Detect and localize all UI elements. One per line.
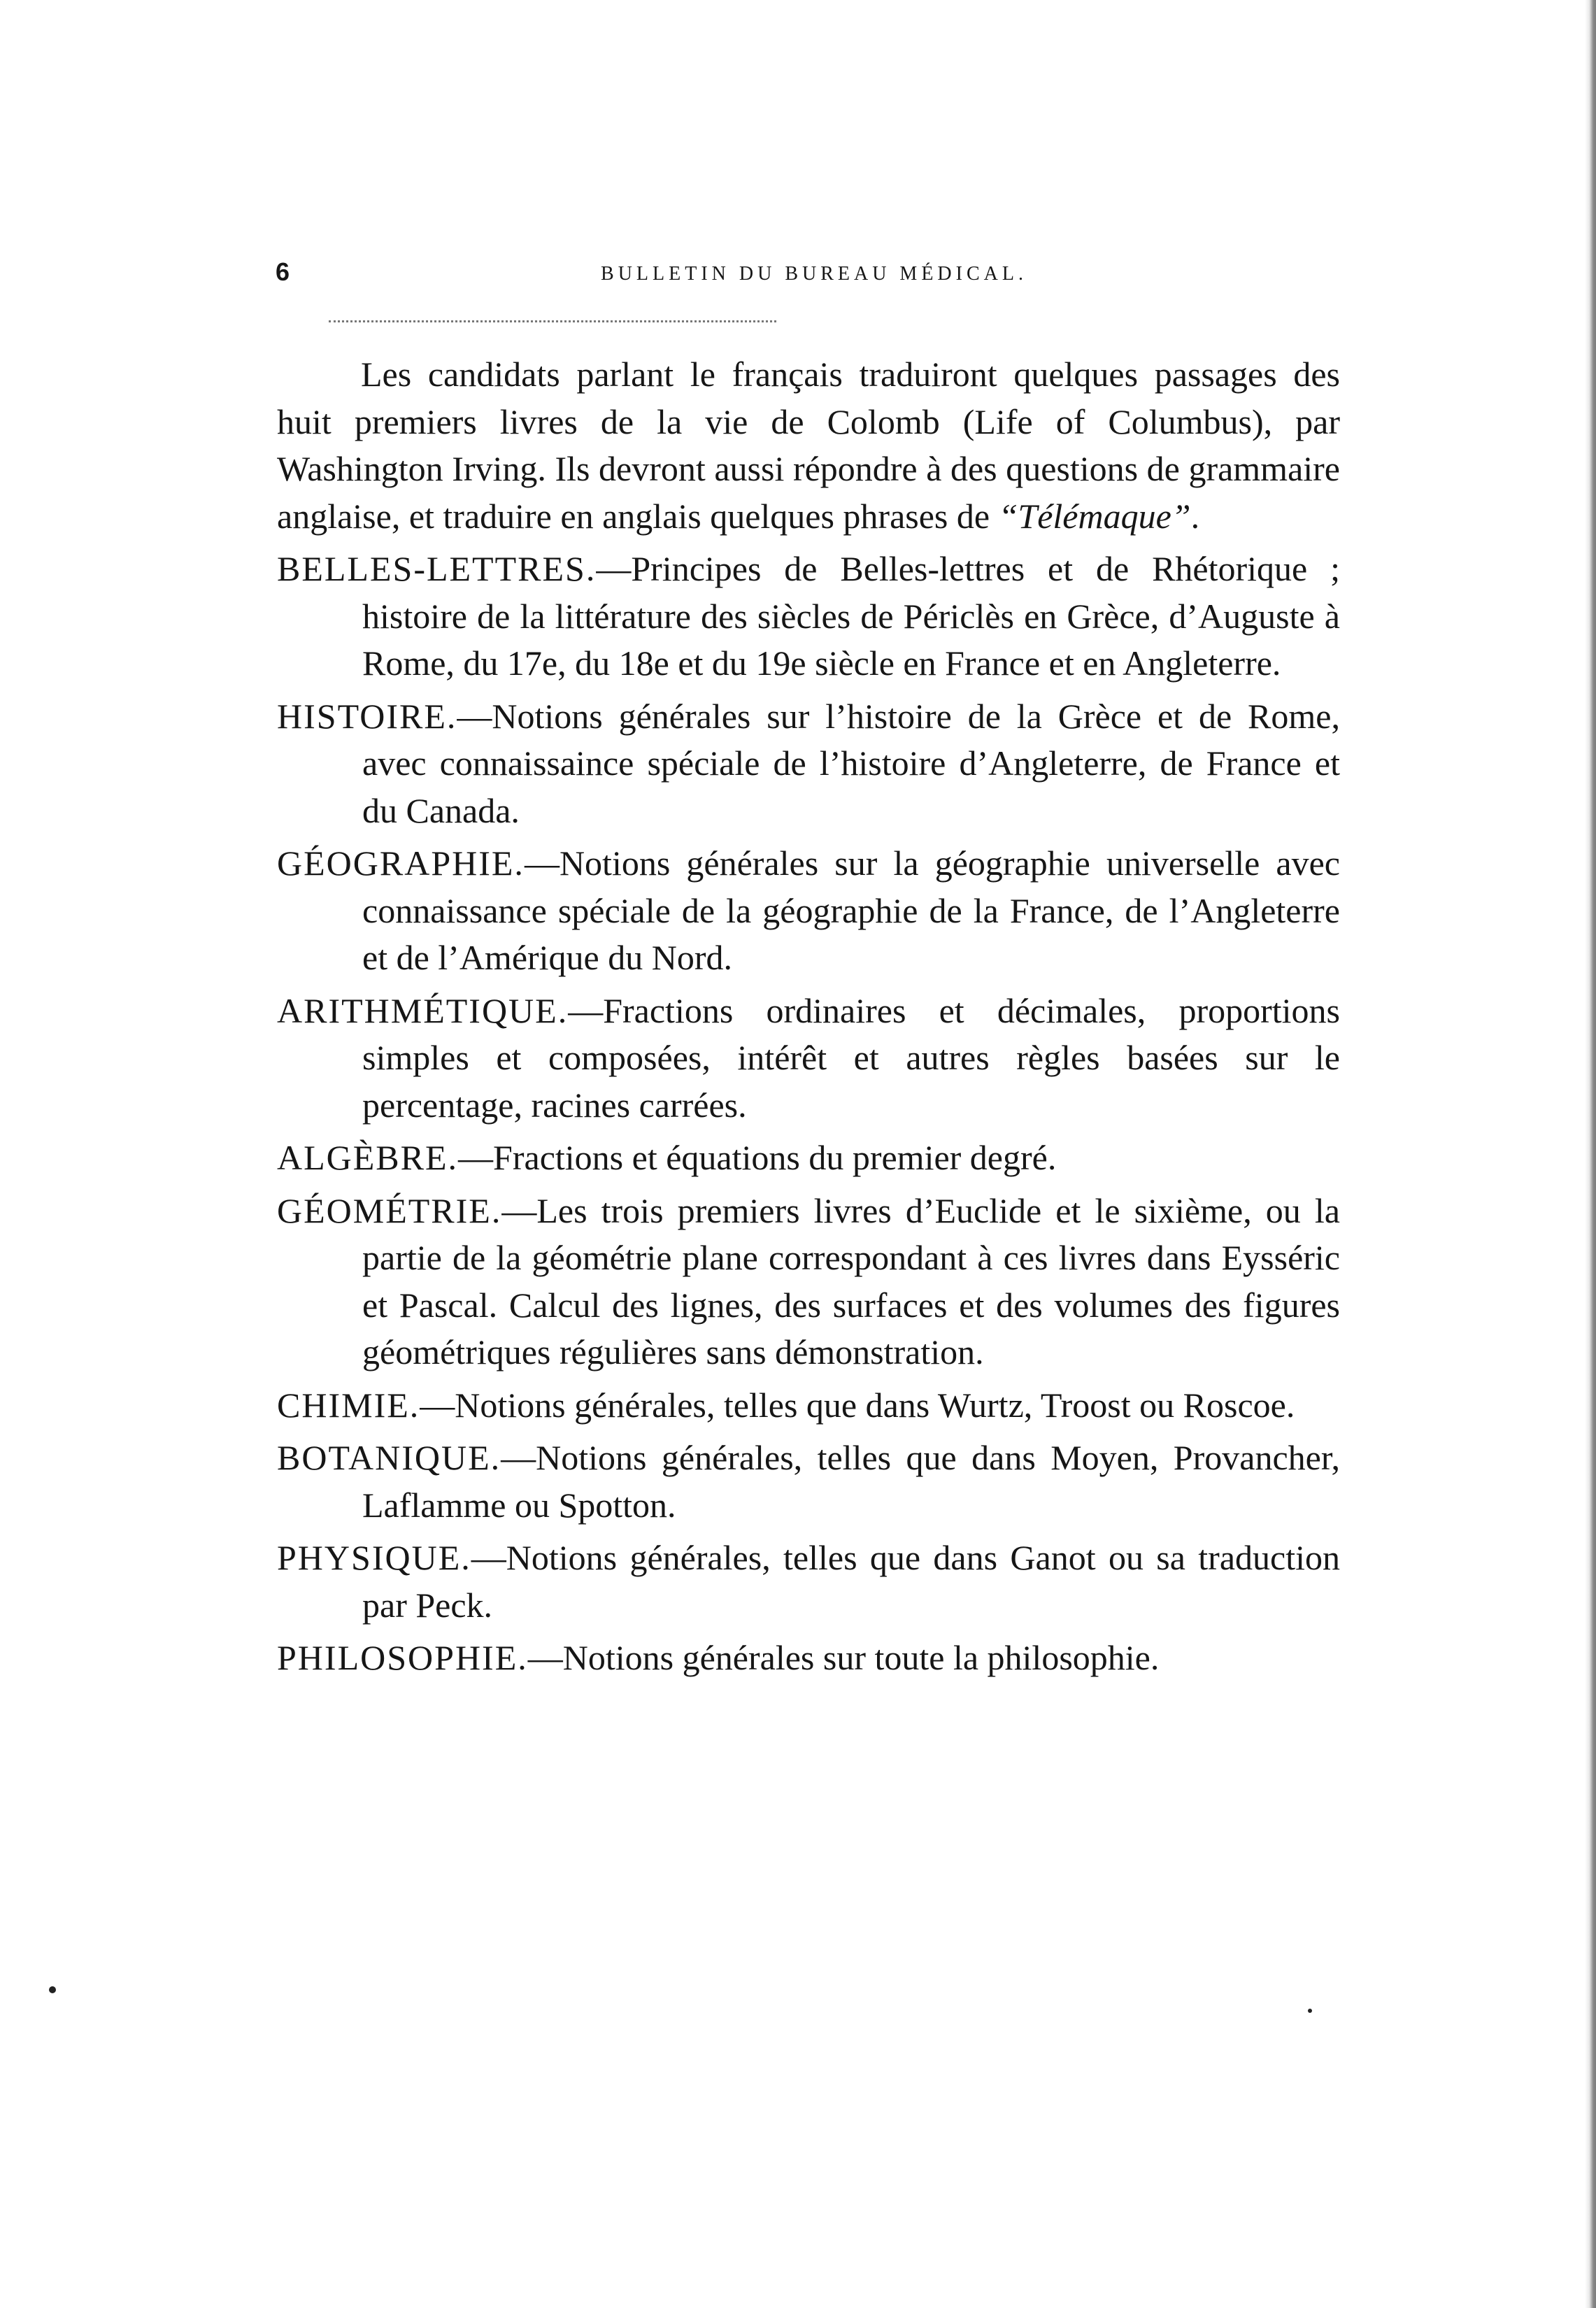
subject-text: —Notions générales sur l’histoire de la Grèce et de Rome, avec connaissaince spéciale de l’histoire d’Angleterre, de France et du Canada. [362,696,1340,830]
subject-term: PHILOSOPHIE. [277,1638,528,1677]
subject-entry-physique [277,1534,1340,1629]
subject-entry-botanique [277,1434,1340,1529]
scan-edge-shadow [1585,0,1596,2308]
subject-term: GÉOMÉTRIE. [277,1190,502,1230]
intro-paragraph [277,351,1340,540]
subject-text: —Fractions et équations du premier degré. [458,1138,1057,1177]
subject-text: —Notions générales, telles que dans Moyen, Provancher, Laflamme ou Spotton. [362,1438,1340,1525]
subject-term: HISTOIRE. [277,696,457,736]
page-header [276,257,1353,299]
intro-text: Les candidats parlant le français traduiront quelques passages des huit premiers livres de la vie de Colomb (Life of Columbus), par Washington Irving. Ils devront aussi répondre à des questions de grammaire anglaise, et traduire en anglais quelques phrases de [277,355,1340,536]
subject-entry-philosophie [277,1634,1340,1682]
subject-text: —Principes de Belles-lettres et de Rhétorique ; histoire de la littérature des siècles de Périclès en Grèce, d’Auguste à Rome, du 17e, du 18e et du 19e siècle en France et en Angleterre. [362,549,1340,683]
subject-entry-chimie [277,1382,1340,1430]
subject-entry-algebre [277,1134,1340,1182]
subject-entry-geographie [277,840,1340,982]
header-rule [329,320,776,322]
scan-speck [1308,2009,1312,2013]
subject-entry-geometrie [277,1188,1340,1376]
subject-text: —Notions générales sur toute la philosophie. [527,1638,1160,1677]
page-body [277,351,1340,1688]
subject-text: —Fractions ordinaires et décimales, proportions simples et composées, intérêt et autres règles basées sur le percentage, racines carrées. [362,990,1340,1125]
subject-term: ALGÈBRE. [277,1138,459,1177]
subject-term: BELLES-LETTRES. [277,549,597,588]
subject-text: —Notions générales sur la géographie universelle avec connaissance spéciale de la géographie de la France, de l’Angleterre et de l’Amérique du Nord. [362,843,1340,977]
intro-book-title: “Télémaque” [998,496,1191,536]
subject-term: GÉOGRAPHIE. [277,843,525,883]
subject-entry-arithmetique [277,988,1340,1130]
intro-end: . [1190,496,1200,536]
subject-term: BOTANIQUE. [277,1438,501,1477]
scan-speck [49,1986,56,1993]
subject-term: ARITHMÉTIQUE. [277,990,569,1030]
subject-term: CHIMIE. [277,1385,420,1425]
subject-term: PHYSIQUE. [277,1538,471,1577]
subject-text: —Les trois premiers livres d’Euclide et le sixième, ou la partie de la géométrie plane correspondant à ces livres dans Eysséric et Pascal. Calcul des lignes, des surfaces et des volumes des figures géométriques régulières sans démonstration. [362,1190,1340,1372]
subject-text: —Notions générales, telles que dans Ganot ou sa traduction par Peck. [362,1538,1340,1625]
subject-entry-histoire [277,693,1340,835]
page-number: 6 [276,257,290,286]
running-head: BULLETIN DU BUREAU MÉDICAL. [601,263,1027,285]
subject-text: —Notions générales, telles que dans Wurtz, Troost ou Roscoe. [420,1385,1295,1425]
subject-entry-belles-lettres [277,546,1340,688]
